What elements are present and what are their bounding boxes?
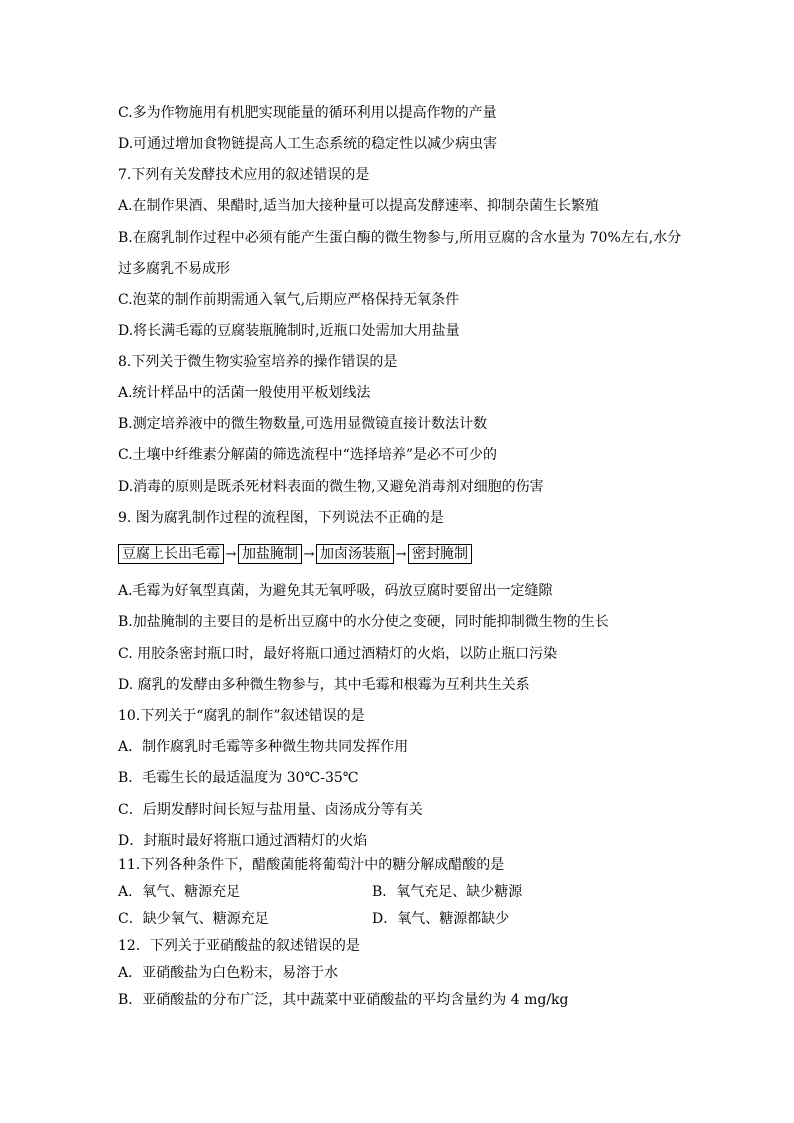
option-6c: C.多为作物施用有机肥实现能量的循环利用以提高作物的产量 bbox=[118, 105, 497, 121]
option-8d: D.消毒的原则是既杀死材料表面的微生物,又避免消毒剂对细胞的伤害 bbox=[118, 479, 544, 495]
flow-step-2: 加盐腌制 bbox=[238, 544, 302, 564]
question-9: 9. 图为腐乳制作过程的流程图，下列说法不正确的是 bbox=[118, 510, 444, 526]
option-7b-line2: 过多腐乳不易成形 bbox=[118, 261, 230, 277]
option-11c: C．缺少氧气、糖源充足 bbox=[118, 911, 269, 927]
question-8: 8.下列关于微生物实验室培养的操作错误的是 bbox=[118, 354, 398, 370]
option-6d: D.可通过增加食物链提高人工生态系统的稳定性以减少病虫害 bbox=[118, 136, 498, 152]
flow-step-3: 加卤汤装瓶 bbox=[316, 544, 394, 564]
flowchart bbox=[118, 543, 472, 565]
flow-step-4: 密封腌制 bbox=[408, 544, 472, 564]
option-7b-line1: B.在腐乳制作过程中必须有能产生蛋白酶的微生物参与,所用豆腐的含水量为 70%左右,水分 bbox=[118, 230, 682, 246]
option-7a: A.在制作果酒、果醋时,适当加大接种量可以提高发酵速率、抑制杂菌生长繁殖 bbox=[118, 198, 600, 214]
option-8c: C.土壤中纤维素分解菌的筛选流程中“选择培养”是必不可少的 bbox=[118, 447, 497, 463]
question-12: 12．下列关于亚硝酸盐的叙述错误的是 bbox=[118, 938, 360, 954]
option-10a: A．制作腐乳时毛霉等多种微生物共同发挥作用 bbox=[118, 739, 409, 755]
option-9c: C. 用胶条密封瓶口时，最好将瓶口通过酒精灯的火焰，以防止瓶口污染 bbox=[118, 646, 558, 662]
option-10d: D．封瓶时最好将瓶口通过酒精灯的火焰 bbox=[118, 833, 368, 849]
option-9b: B.加盐腌制的主要目的是析出豆腐中的水分使之变硬，同时能抑制微生物的生长 bbox=[118, 614, 609, 630]
option-12b: B．亚硝酸盐的分布广泛，其中蔬菜中亚硝酸盐的平均含量约为 4 mg/kg bbox=[118, 992, 569, 1008]
option-11b: B．氧气充足、缺少糖源 bbox=[372, 884, 523, 900]
option-11a: A．氧气、糖源充足 bbox=[118, 884, 241, 900]
option-12a: A．亚硝酸盐为白色粉末，易溶于水 bbox=[118, 965, 339, 981]
option-9a: A.毛霉为好氧型真菌，为避免其无氧呼吸，码放豆腐时要留出一定缝隙 bbox=[118, 583, 553, 599]
option-8a: A.统计样品中的活菌一般使用平板划线法 bbox=[118, 385, 371, 401]
flow-arrow-icon: → bbox=[395, 546, 407, 562]
option-7d: D.将长满毛霉的豆腐装瓶腌制时,近瓶口处需加大用盐量 bbox=[118, 323, 460, 339]
flow-arrow-icon: → bbox=[225, 546, 237, 562]
option-10c: C．后期发酵时间长短与盐用量、卤汤成分等有关 bbox=[118, 802, 423, 818]
option-11d: D．氧气、糖源都缺少 bbox=[372, 911, 510, 927]
question-11: 11.下列各种条件下，醋酸菌能将葡萄汁中的糖分解成醋酸的是 bbox=[118, 857, 505, 873]
option-7c: C.泡菜的制作前期需通入氧气,后期应严格保持无氧条件 bbox=[118, 292, 460, 308]
option-9d: D. 腐乳的发酵由多种微生物参与，其中毛霉和根霉为互利共生关系 bbox=[118, 677, 530, 693]
question-10: 10.下列关于“腐乳的制作”叙述错误的是 bbox=[118, 708, 365, 724]
flow-arrow-icon: → bbox=[303, 546, 315, 562]
option-10b: B．毛霉生长的最适温度为 30℃-35℃ bbox=[118, 770, 359, 786]
question-7: 7.下列有关发酵技术应用的叙述错误的是 bbox=[118, 167, 370, 183]
flow-step-1: 豆腐上长出毛霉 bbox=[118, 544, 224, 564]
option-8b: B.测定培养液中的微生物数量,可选用显微镜直接计数法计数 bbox=[118, 416, 488, 432]
